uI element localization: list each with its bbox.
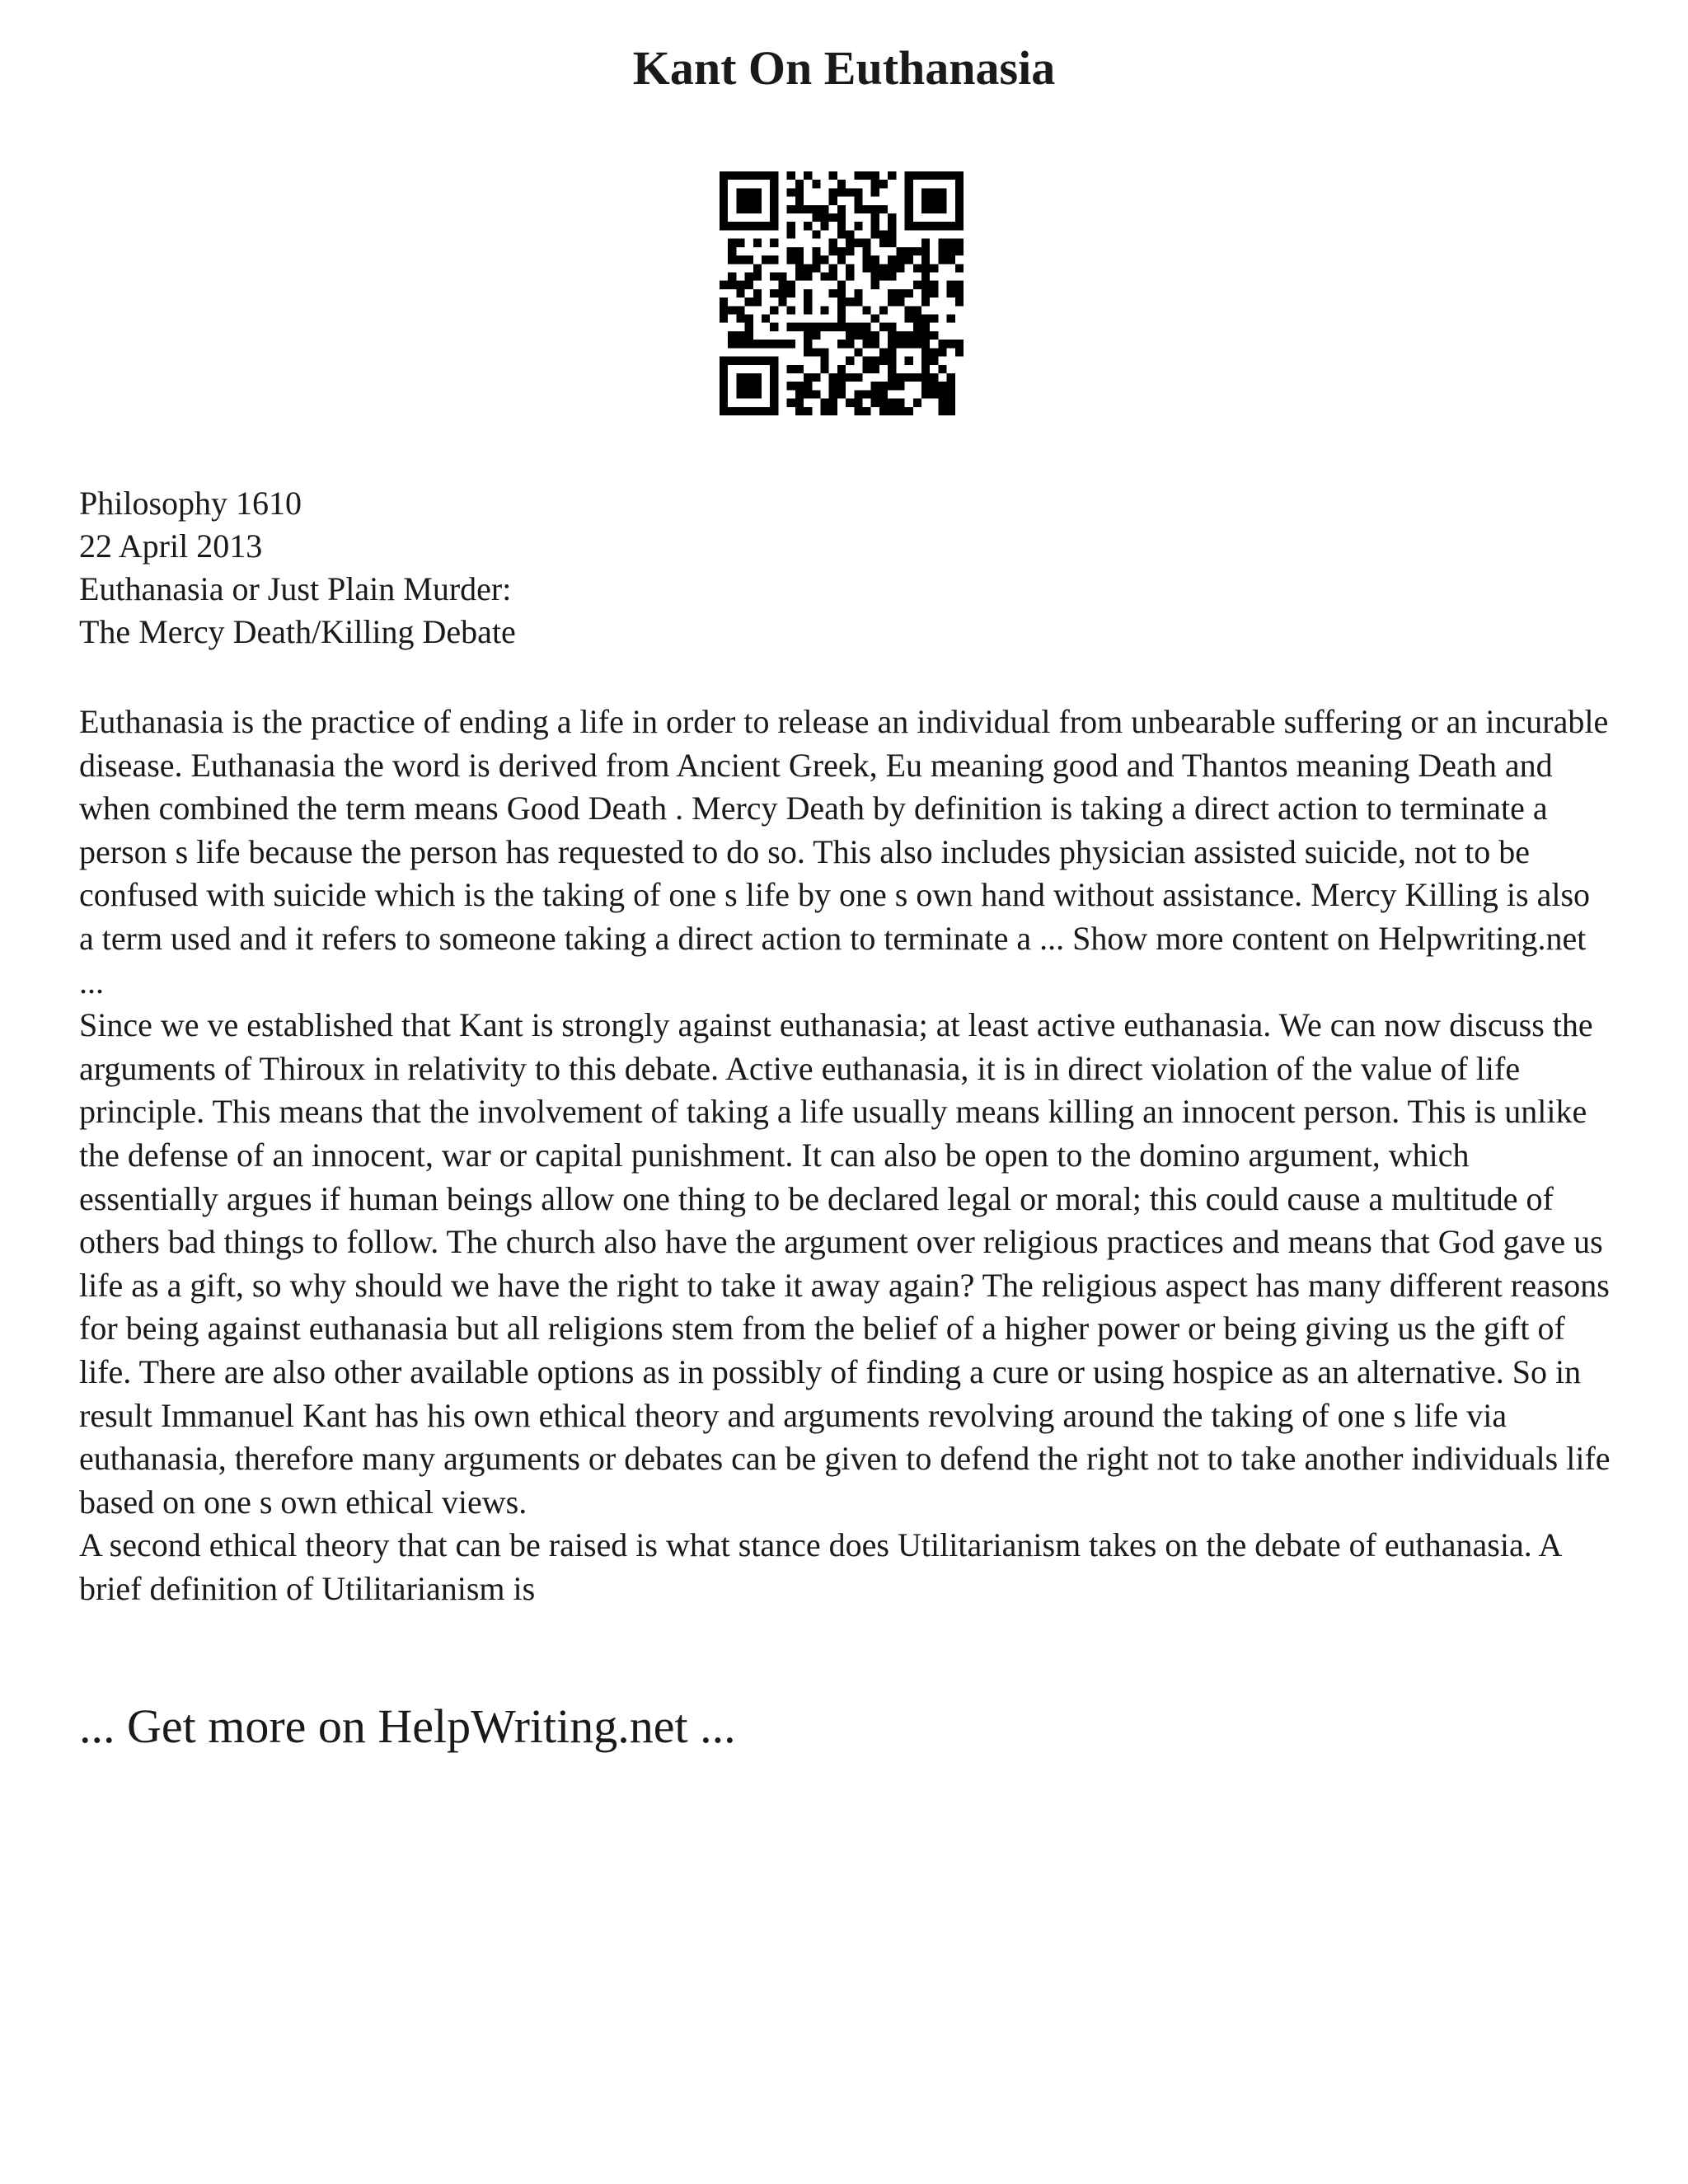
paragraph-1: Euthanasia is the practice of ending a life in order to release an individual from unbearable suffering or an incurable disease. Euthanasia the word is derived from Ancient Greek, Eu meaning good and Thantos meaning Death and when combined the term means Good Death . Mercy Death by definition is taking a direct action to terminate a person s life because the person has requested to do so. This also includes physician assisted suicide, not to be confused with suicide which is the taking of one s life by one s own hand without assistance. Mercy Killing is also a term used and it refers to someone taking a direct action to terminate a ... Show more content on Helpwriting.net ... <box>79 703 1609 1001</box>
date-line: 22 April 2013 <box>79 527 263 565</box>
get-more-link[interactable]: ... Get more on HelpWriting.net ... <box>79 1699 736 1753</box>
essay-title-line-2: The Mercy Death/Killing Debate <box>79 613 516 650</box>
essay-title-line-1: Euthanasia or Just Plain Murder: <box>79 570 512 607</box>
course-line: Philosophy 1610 <box>79 485 302 522</box>
essay-header <box>79 482 1612 654</box>
qr-code-icon <box>720 171 964 415</box>
essay-body <box>79 701 1612 1610</box>
paragraph-2: Since we ve established that Kant is strongly against euthanasia; at least active euthanasia. We can now discuss the arguments of Thiroux in relativity to this debate. Active euthanasia, it is in direct violation of the value of life principle. This means that the involvement of taking a life usually means killing an innocent person. This is unlike the defense of an innocent, war or capital punishment. It can also be open to the domino argument, which essentially argues if human beings allow one thing to be declared legal or moral; this could cause a multitude of others bad things to follow. The church also have the argument over religious practices and means that God gave us life as a gift, so why should we have the right to take it away again? The religious aspect has many different reasons for being against euthanasia but all religions stem from the belief of a higher power or being giving us the gift of life. There are also other available options as in possibly of finding a cure or using hospice as an alternative. So in result Immanuel Kant has his own ethical theory and arguments revolving around the taking of one s life via euthanasia, therefore many arguments or debates can be given to defend the right not to take another individuals life based on one s own ethical views. <box>79 1006 1611 1521</box>
paragraph-3: A second ethical theory that can be raised is what stance does Utilitarianism takes on the debate of euthanasia. A brief definition of Utilitarianism is <box>79 1526 1561 1607</box>
document-title: Kant On Euthanasia <box>632 41 1056 95</box>
